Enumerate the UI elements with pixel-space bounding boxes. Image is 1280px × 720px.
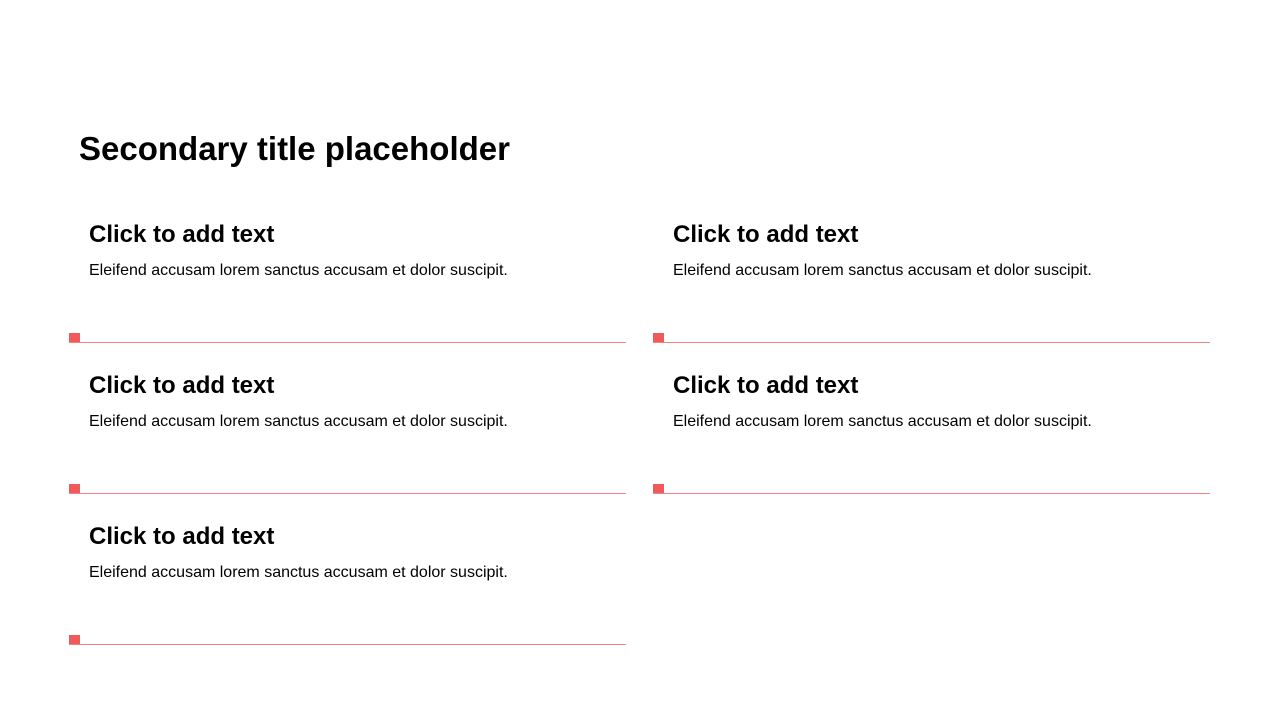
text-block-1: [69, 220, 629, 351]
text-block-3: [69, 371, 629, 502]
text-block-5: [69, 522, 629, 653]
text-block-heading[interactable]: Click to add text: [89, 372, 275, 399]
text-block-body[interactable]: Eleifend accusam lorem sanctus accusam et dolor suscipit.: [673, 262, 1092, 279]
divider-line: [69, 342, 626, 343]
divider-line: [69, 644, 626, 645]
text-block-body[interactable]: Eleifend accusam lorem sanctus accusam et dolor suscipit.: [673, 413, 1092, 430]
divider-line: [653, 342, 1210, 343]
text-block-body[interactable]: Eleifend accusam lorem sanctus accusam et dolor suscipit.: [89, 262, 508, 279]
text-block-heading[interactable]: Click to add text: [89, 523, 275, 550]
divider-line: [69, 493, 626, 494]
text-block-body[interactable]: Eleifend accusam lorem sanctus accusam et dolor suscipit.: [89, 564, 508, 581]
text-block-2: [653, 220, 1213, 351]
text-block-heading[interactable]: Click to add text: [673, 221, 859, 248]
slide-title[interactable]: Secondary title placeholder: [79, 130, 510, 167]
text-block-heading[interactable]: Click to add text: [89, 221, 275, 248]
divider-line: [653, 493, 1210, 494]
text-block-heading[interactable]: Click to add text: [673, 372, 859, 399]
text-block-body[interactable]: Eleifend accusam lorem sanctus accusam et dolor suscipit.: [89, 413, 508, 430]
text-block-4: [653, 371, 1213, 502]
